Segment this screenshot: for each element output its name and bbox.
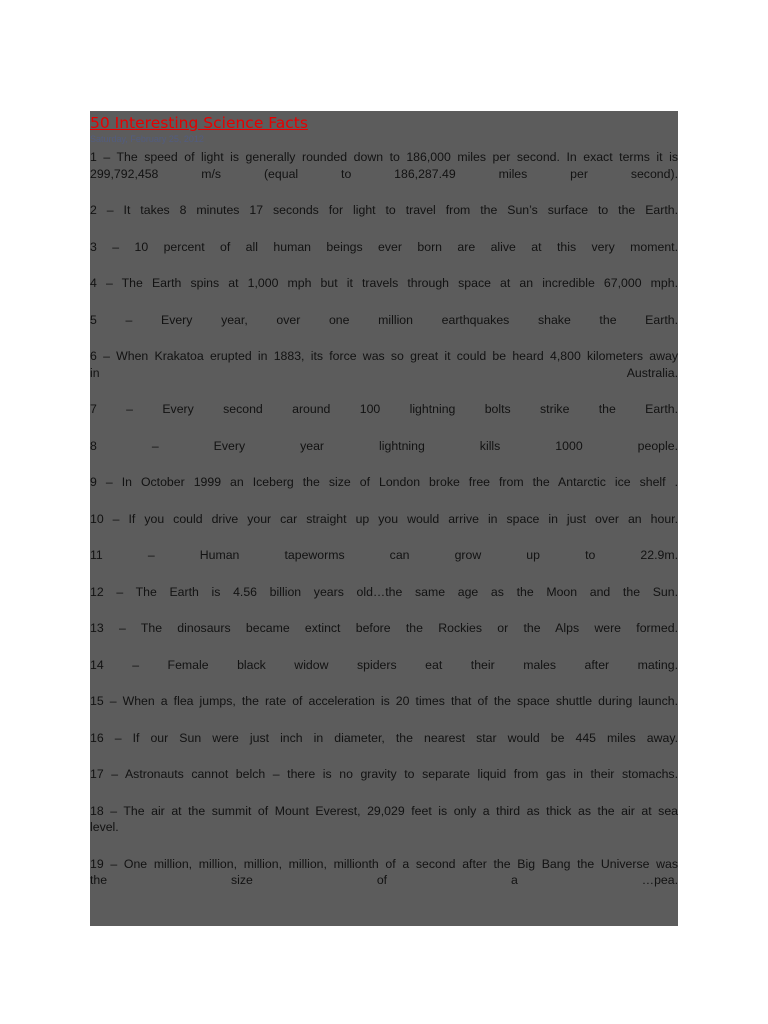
fact-item: [90, 730, 678, 747]
fact-spacer: [90, 710, 678, 730]
fact-spacer: [90, 255, 678, 275]
fact-spacer: [90, 292, 678, 312]
fact-item: [90, 275, 678, 292]
document-page: [90, 111, 678, 926]
fact-line: 1 – The speed of light is generally rounded down to 186,000 miles per second. In exact terms it is: [90, 150, 678, 164]
fact-spacer: [90, 219, 678, 239]
fact-item: [90, 803, 678, 836]
fact-item: [90, 149, 678, 182]
fact-line: 7 – Every second around 100 lightning bolts strike the Earth.: [90, 402, 678, 416]
fact-spacer: [90, 783, 678, 803]
fact-line: 5 – Every year, over one million earthquakes shake the Earth.: [90, 312, 678, 327]
fact-line: 4 – The Earth spins at 1,000 mph but it travels through space at an incredible 67,000 mph.: [90, 276, 678, 290]
fact-line: 18 – The air at the summit of Mount Everest, 29,029 feet is only a third as thick as the air at sea: [90, 803, 678, 818]
fact-item: [90, 312, 678, 329]
fact-spacer: [90, 328, 678, 348]
fact-spacer: [90, 746, 678, 766]
fact-line: the size of a …pea.: [90, 873, 678, 887]
fact-line: 14 – Female black widow spiders eat their males after mating.: [90, 657, 678, 672]
post-date: Saturday, February 25, 2012: [90, 134, 204, 144]
fact-line: 11 – Human tapeworms can grow up to 22.9m.: [90, 548, 678, 562]
fact-item: [90, 620, 678, 637]
fact-spacer: [90, 836, 678, 856]
fact-spacer: [90, 418, 678, 438]
fact-line: 12 – The Earth is 4.56 billion years old…the same age as the Moon and the Sun.: [90, 584, 678, 599]
fact-item: [90, 693, 678, 710]
fact-item: [90, 766, 678, 783]
fact-line: 299,792,458 m/s (equal to 186,287.49 miles per second).: [90, 166, 678, 181]
fact-spacer: [90, 381, 678, 401]
fact-line: 2 – It takes 8 minutes 17 seconds for light to travel from the Sun’s surface to the Earth.: [90, 203, 678, 217]
document-title: 50 Interesting Science Facts: [90, 114, 308, 132]
fact-line: 13 – The dinosaurs became extinct before the Rockies or the Alps were formed.: [90, 621, 678, 635]
fact-item: [90, 239, 678, 256]
fact-item: [90, 584, 678, 601]
fact-line: level.: [90, 820, 119, 834]
facts-list: [90, 149, 678, 889]
fact-line: in Australia.: [90, 365, 678, 380]
fact-item: [90, 856, 678, 889]
fact-line: 17 – Astronauts cannot belch – there is no gravity to separate liquid from gas in their stomachs.: [90, 767, 678, 781]
fact-item: [90, 547, 678, 564]
fact-line: 3 – 10 percent of all human beings ever born are alive at this very moment.: [90, 239, 678, 254]
fact-line: 9 – In October 1999 an Iceberg the size of London broke free from the Antarctic ice shelf .: [90, 475, 678, 489]
fact-spacer: [90, 454, 678, 474]
fact-item: [90, 657, 678, 674]
fact-line: 10 – If you could drive your car straight up you would arrive in space in just over an hour.: [90, 511, 678, 526]
fact-line: 19 – One million, million, million, million, millionth of a second after the Big Bang the Universe was: [90, 856, 678, 871]
fact-spacer: [90, 600, 678, 620]
fact-item: [90, 401, 678, 418]
fact-line: 6 – When Krakatoa erupted in 1883, its force was so great it could be heard 4,800 kilometers away: [90, 349, 678, 363]
fact-item: [90, 438, 678, 455]
fact-item: [90, 202, 678, 219]
fact-spacer: [90, 491, 678, 511]
fact-item: [90, 511, 678, 528]
fact-item: [90, 348, 678, 381]
fact-spacer: [90, 182, 678, 202]
fact-spacer: [90, 637, 678, 657]
fact-spacer: [90, 527, 678, 547]
fact-spacer: [90, 564, 678, 584]
fact-spacer: [90, 673, 678, 693]
fact-line: 8 – Every year lightning kills 1000 people.: [90, 438, 678, 453]
fact-line: 15 – When a flea jumps, the rate of acceleration is 20 times that of the space shuttle during launch.: [90, 694, 678, 708]
fact-line: 16 – If our Sun were just inch in diameter, the nearest star would be 445 miles away.: [90, 730, 678, 745]
fact-item: [90, 474, 678, 491]
